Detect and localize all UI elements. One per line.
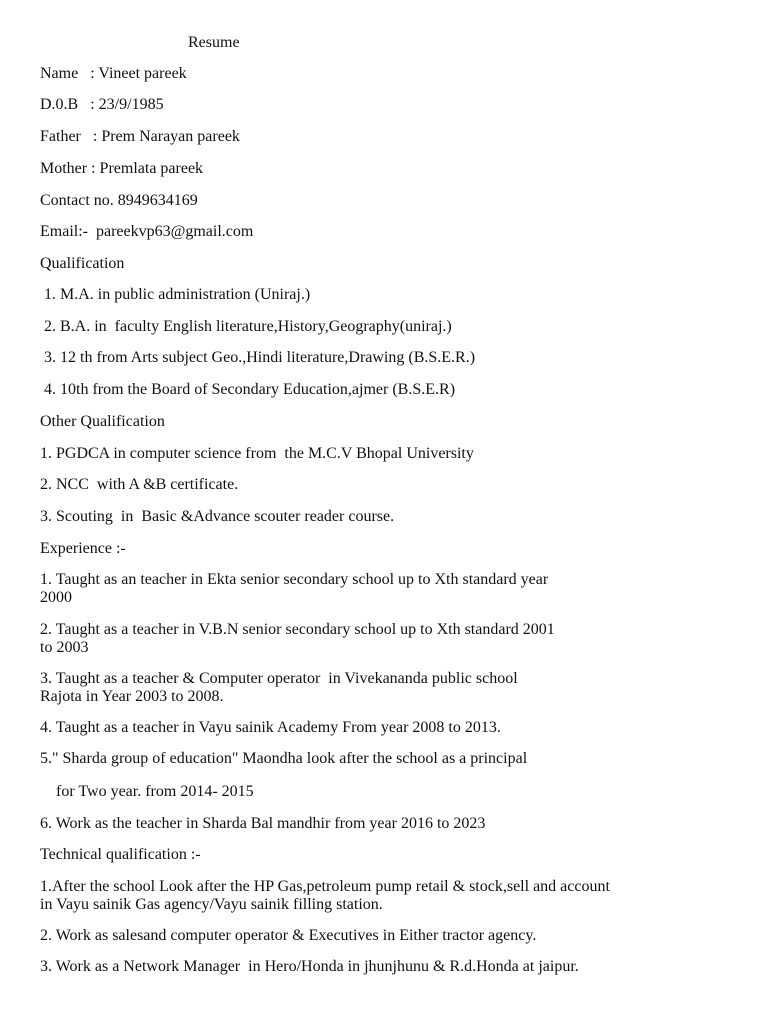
technical-qualification-heading: Technical qualification :- <box>40 846 201 863</box>
experience-item: 5." Sharda group of education" Maondha look after the school as a principal <box>40 750 528 767</box>
qualification-item: 3. 12 th from Arts subject Geo.,Hindi literature,Drawing (B.S.E.R.) <box>40 349 476 366</box>
email-line: Email:- pareekvp63@gmail.com <box>40 223 254 240</box>
qualification-item: 1. M.A. in public administration (Uniraj.) <box>40 286 311 303</box>
experience-item: 3. Taught as a teacher & Computer operator in Vivekananda public school Rajota in Year 2003 to 2008. <box>40 670 518 705</box>
father-line: Father : Prem Narayan pareek <box>40 128 240 145</box>
name-line: Name : Vineet pareek <box>40 65 187 82</box>
experience-item: 1. Taught as an teacher in Ekta senior secondary school up to Xth standard year 2000 <box>40 571 549 606</box>
experience-item: 6. Work as the teacher in Sharda Bal mandhir from year 2016 to 2023 <box>40 815 486 832</box>
other-qualification-heading: Other Qualification <box>40 413 165 430</box>
qualification-item: 2. B.A. in faculty English literature,History,Geography(uniraj.) <box>40 318 452 335</box>
technical-qualification-item: 2. Work as salesand computer operator & Executives in Either tractor agency. <box>40 927 537 944</box>
dob-line: D.0.B : 23/9/1985 <box>40 96 164 113</box>
mother-line: Mother : Premlata pareek <box>40 160 204 177</box>
document-title: Resume <box>188 34 240 51</box>
technical-qualification-item: 3. Work as a Network Manager in Hero/Honda in jhunjhunu & R.d.Honda at jaipur. <box>40 958 579 975</box>
experience-item: 2. Taught as a teacher in V.B.N senior secondary school up to Xth standard 2001 to 2003 <box>40 621 555 656</box>
contact-line: Contact no. 8949634169 <box>40 192 198 209</box>
other-qualification-item: 2. NCC with A &B certificate. <box>40 476 239 493</box>
experience-item: 4. Taught as a teacher in Vayu sainik Academy From year 2008 to 2013. <box>40 719 501 736</box>
other-qualification-item: 3. Scouting in Basic &Advance scouter reader course. <box>40 508 395 525</box>
other-qualification-item: 1. PGDCA in computer science from the M.C.V Bhopal University <box>40 445 474 462</box>
qualification-item: 4. 10th from the Board of Secondary Education,ajmer (B.S.E.R) <box>40 381 456 398</box>
technical-qualification-item: 1.After the school Look after the HP Gas,petroleum pump retail & stock,sell and account in Vayu sainik Gas agency/Vayu sainik filling station. <box>40 878 610 913</box>
experience-heading: Experience :- <box>40 540 126 557</box>
qualification-heading: Qualification <box>40 255 125 272</box>
experience-item-continuation: for Two year. from 2014- 2015 <box>40 783 254 800</box>
